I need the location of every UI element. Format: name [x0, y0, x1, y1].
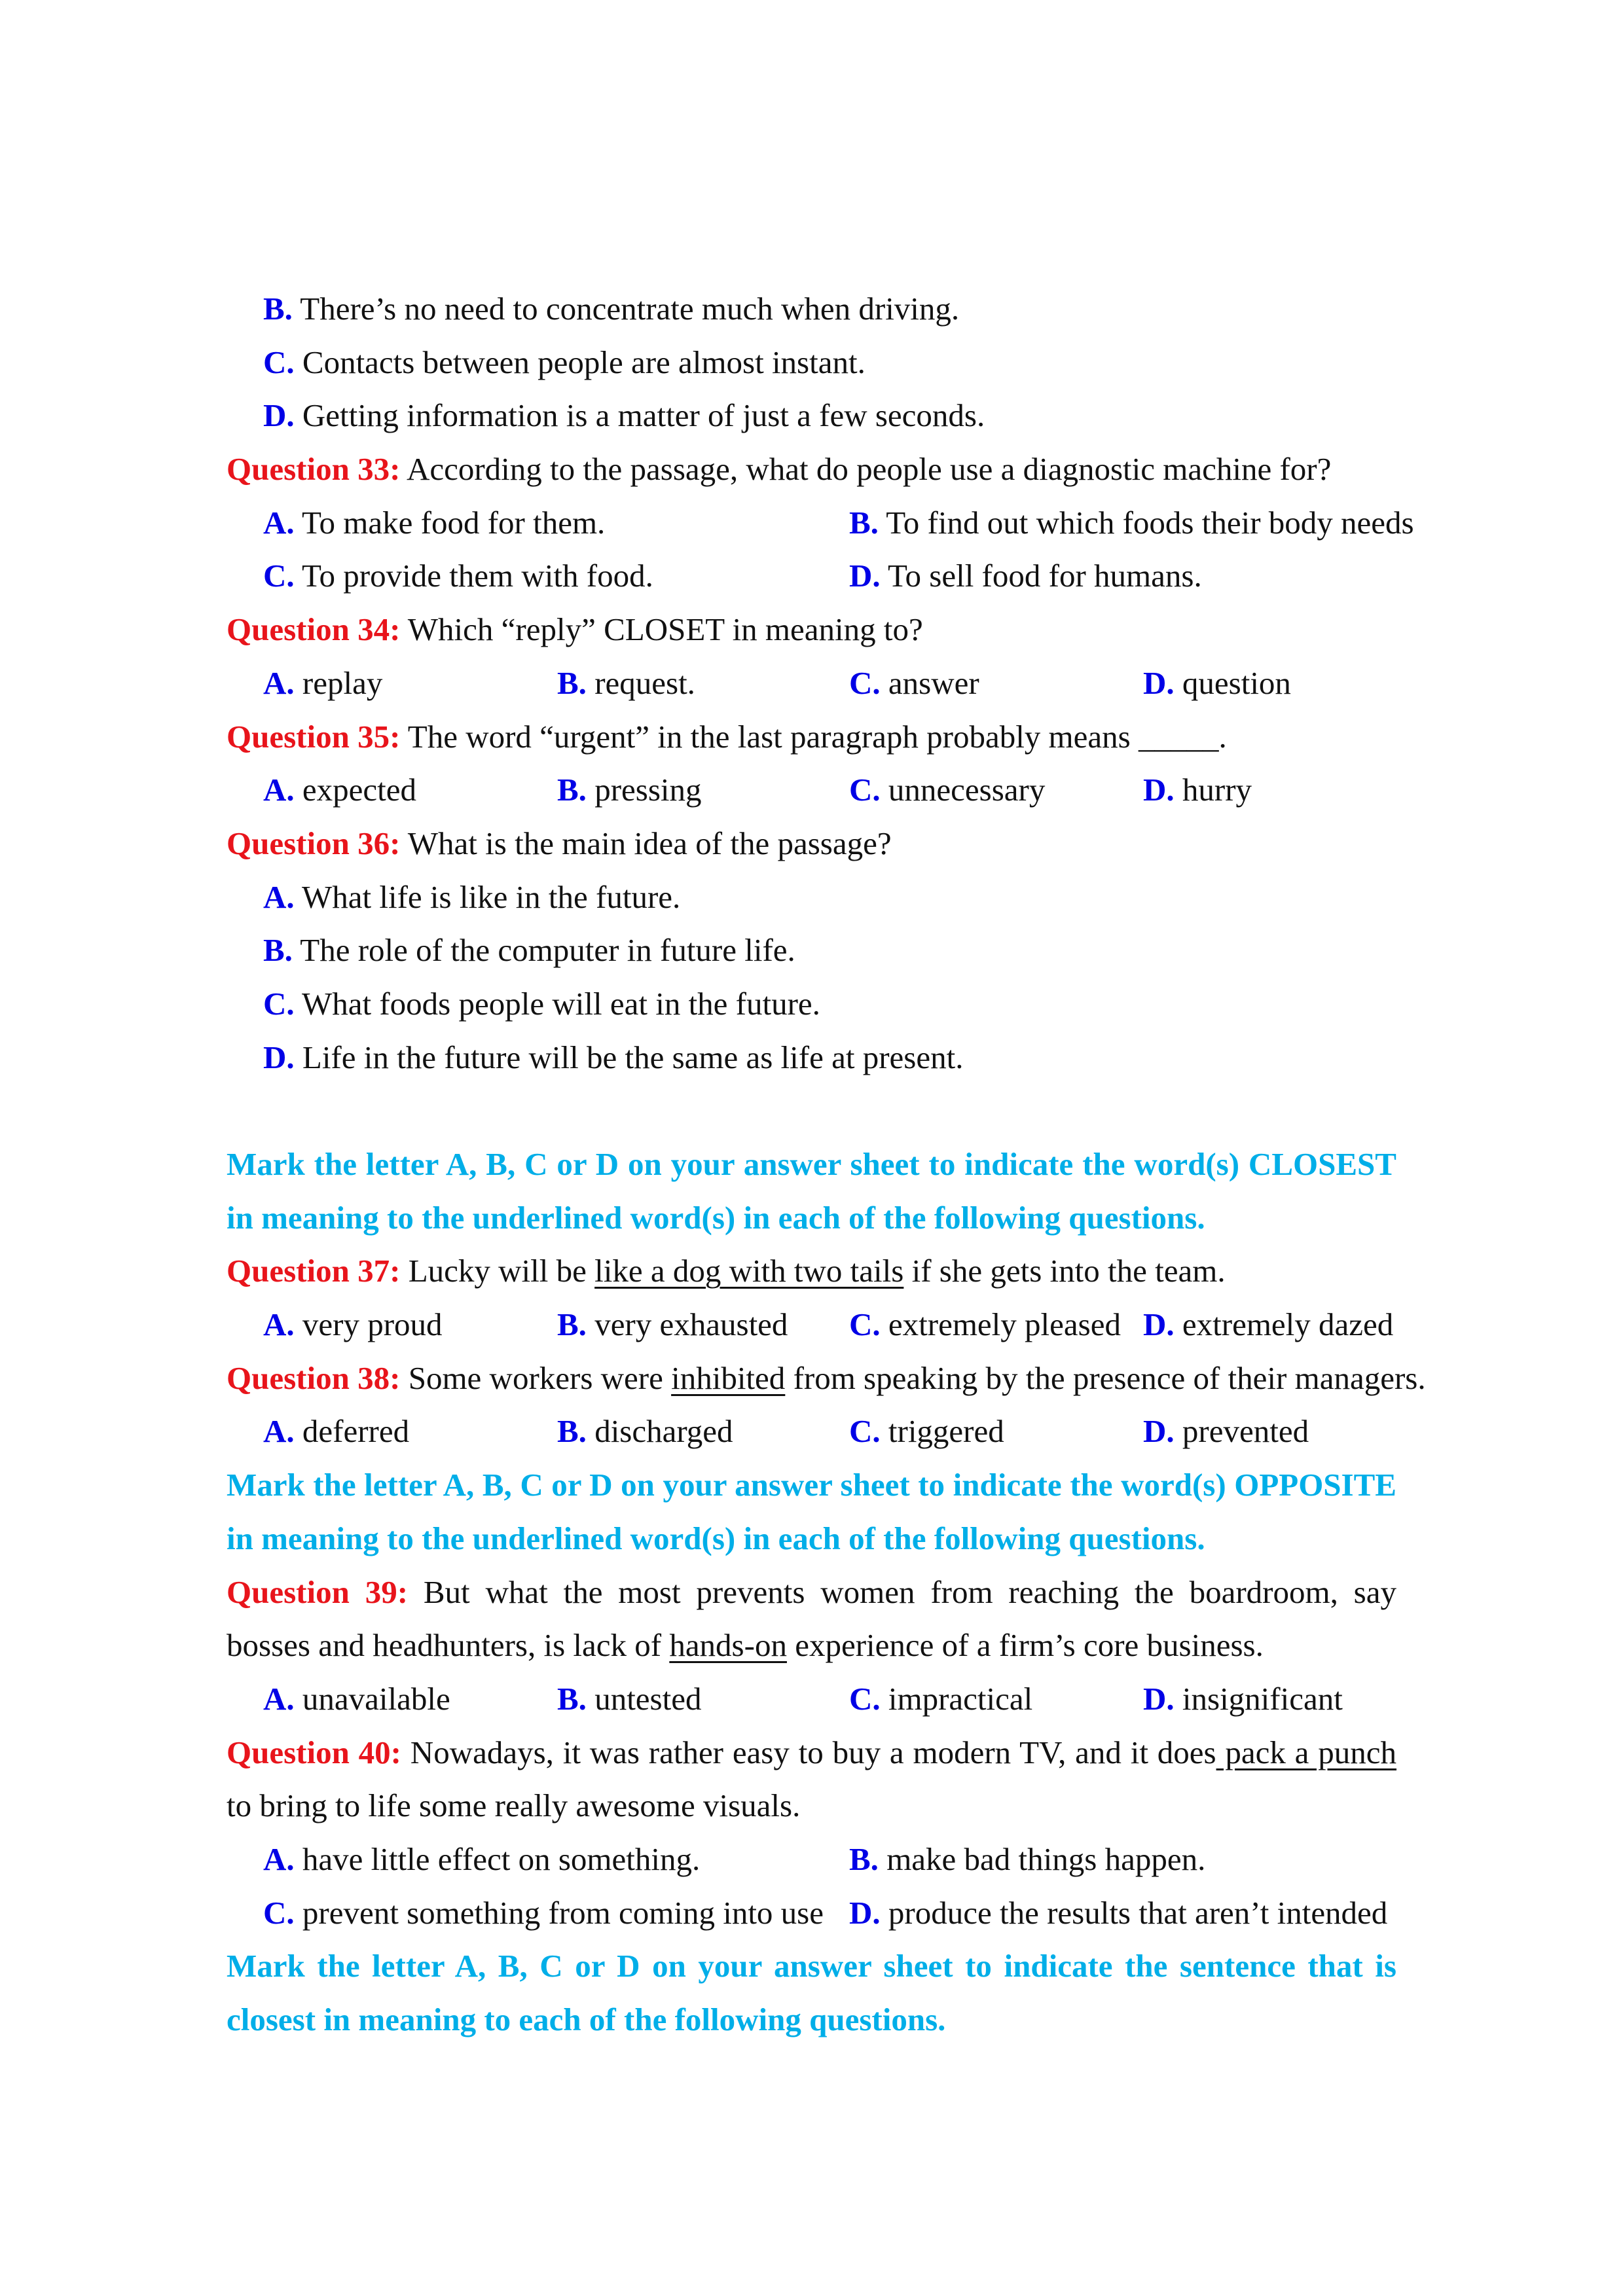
option-d-32[interactable]	[227, 389, 1396, 442]
question-label: Question 39:	[227, 1573, 409, 1610]
question-text: to bring to life some really awesome visuals.	[227, 1787, 801, 1824]
option-a-40[interactable]	[263, 1833, 700, 1886]
option-text: There’s no need to concentrate much when driving.	[292, 291, 960, 327]
question-label: Question 38:	[227, 1359, 401, 1396]
question-34	[227, 603, 1396, 656]
option-c-33[interactable]	[263, 549, 653, 603]
question-text: Some workers were	[400, 1359, 672, 1396]
option-letter: A.	[263, 1413, 295, 1450]
options-row	[227, 1405, 1396, 1458]
instruction-closest: Mark the letter A, B, C or D on your answer sheet to indicate the word(s) CLOSEST in meaning to the underlined word(s) in each of the following questions.	[227, 1146, 1396, 1236]
option-letter: B.	[557, 1306, 587, 1343]
question-text: if she gets into the team.	[903, 1253, 1226, 1289]
option-letter: C.	[849, 1413, 881, 1450]
option-c-36[interactable]	[227, 977, 1396, 1031]
option-a-36[interactable]	[227, 870, 1396, 924]
option-text: To find out which foods their body needs	[878, 504, 1414, 541]
option-text: Contacts between people are almost instant.	[294, 344, 866, 380]
option-text: answer	[880, 664, 979, 701]
option-c-40[interactable]	[263, 1886, 824, 1940]
question-text: from speaking by the presence of their managers.	[785, 1359, 1426, 1396]
option-c-34[interactable]	[849, 656, 979, 710]
option-text: What foods people will eat in the future.	[294, 985, 820, 1022]
option-letter: D.	[263, 397, 295, 434]
question-33	[227, 442, 1396, 496]
instruction-opposite: Mark the letter A, B, C or D on your answer sheet to indicate the word(s) OPPOSITE in meaning to the underlined word(s) in each of the following questions.	[227, 1467, 1396, 1556]
question-label: Question 37:	[227, 1253, 401, 1289]
option-text: very proud	[294, 1306, 443, 1343]
question-40	[227, 1726, 1396, 1833]
question-36	[227, 817, 1396, 870]
option-a-34[interactable]	[263, 656, 382, 710]
question-35	[227, 710, 1396, 764]
option-letter: D.	[849, 558, 881, 594]
options-row	[227, 763, 1396, 817]
option-text: To sell food for humans.	[880, 558, 1202, 594]
option-text: extremely dazed	[1174, 1306, 1394, 1343]
exam-page	[227, 282, 1426, 2047]
option-text: expected	[294, 772, 416, 808]
option-text: replay	[294, 664, 383, 701]
option-letter: B.	[557, 772, 587, 808]
option-letter: B.	[557, 1680, 587, 1717]
option-d-35[interactable]	[1143, 763, 1252, 817]
option-text: question	[1174, 664, 1291, 701]
option-letter: D.	[1143, 1680, 1175, 1717]
option-a-35[interactable]	[263, 763, 416, 817]
option-letter: C.	[849, 772, 881, 808]
option-text: The role of the computer in future life.	[292, 932, 795, 969]
question-text: According to the passage, what do people use a diagnostic machine for?	[400, 451, 1332, 488]
option-letter: D.	[1143, 1413, 1175, 1450]
option-c-32[interactable]	[227, 336, 1396, 389]
option-text: discharged	[586, 1413, 733, 1450]
question-text: Nowadays, it was rather easy to buy a modern TV, and it does	[401, 1734, 1216, 1770]
option-text: unnecessary	[880, 772, 1046, 808]
option-text: produce the results that aren’t intended	[880, 1894, 1388, 1931]
option-c-38[interactable]	[849, 1405, 1004, 1458]
option-d-36[interactable]	[227, 1031, 1396, 1085]
option-letter: B.	[557, 1413, 587, 1450]
question-37	[227, 1244, 1396, 1298]
options-row	[227, 1298, 1396, 1352]
question-text: experience of a firm’s core business.	[786, 1627, 1264, 1664]
option-a-39[interactable]	[263, 1672, 450, 1726]
option-b-36[interactable]	[227, 924, 1396, 977]
option-c-35[interactable]	[849, 763, 1045, 817]
option-letter: B.	[849, 504, 879, 541]
option-d-38[interactable]	[1143, 1405, 1309, 1458]
underlined-phrase: hands-on	[669, 1627, 787, 1664]
option-letter: A.	[263, 1680, 295, 1717]
option-letter: A.	[263, 1306, 295, 1343]
question-text: What is the main idea of the passage?	[400, 825, 892, 861]
option-letter: C.	[263, 1894, 295, 1931]
option-d-34[interactable]	[1143, 656, 1291, 710]
option-text: To make food for them.	[294, 504, 606, 541]
option-text: prevent something from coming into use	[294, 1894, 824, 1931]
option-c-39[interactable]	[849, 1672, 1032, 1726]
underlined-phrase: like a dog with two tails	[594, 1253, 904, 1289]
options-row	[227, 496, 1414, 550]
option-letter: C.	[849, 1306, 881, 1343]
question-text: Lucky will be	[400, 1253, 595, 1289]
option-a-37[interactable]	[263, 1298, 443, 1352]
question-text: But what the most prevents women from reaching the boardroom, say bosses and headhunters, is lack of	[227, 1573, 1396, 1664]
option-b-35[interactable]	[557, 763, 702, 817]
options-row	[227, 1672, 1396, 1726]
option-letter: D.	[1143, 664, 1175, 701]
option-text: very exhausted	[586, 1306, 788, 1343]
question-label: Question 34:	[227, 611, 401, 648]
question-label: Question 40:	[227, 1734, 401, 1770]
option-letter: B.	[263, 932, 293, 969]
option-letter: A.	[263, 664, 295, 701]
option-text: hurry	[1174, 772, 1252, 808]
option-letter: D.	[263, 1039, 295, 1075]
option-letter: A.	[263, 1841, 295, 1878]
option-text: triggered	[880, 1413, 1004, 1450]
option-b-40[interactable]	[849, 1833, 1205, 1886]
option-c-37[interactable]	[849, 1298, 1121, 1352]
option-text: impractical	[880, 1680, 1033, 1717]
question-label: Question 35:	[227, 718, 401, 755]
options-row	[227, 656, 1396, 710]
option-letter: C.	[849, 1680, 881, 1717]
option-letter: B.	[557, 664, 587, 701]
question-label: Question 33:	[227, 451, 401, 488]
spacer	[227, 1084, 1396, 1138]
option-text: unavailable	[294, 1680, 450, 1717]
option-text: To provide them with food.	[294, 558, 653, 594]
instruction-sentence: Mark the letter A, B, C or D on your answer sheet to indicate the sentence that is closest in meaning to each of the following questions.	[227, 1948, 1396, 2038]
option-letter: C.	[849, 664, 881, 701]
option-b-32[interactable]	[227, 282, 1396, 336]
option-text: deferred	[294, 1413, 410, 1450]
option-letter: C.	[263, 558, 295, 594]
option-letter: B.	[849, 1841, 879, 1878]
option-text: have little effect on something.	[294, 1841, 701, 1878]
option-a-33[interactable]	[263, 496, 605, 550]
underlined-phrase: pack a punch	[1216, 1734, 1396, 1770]
option-d-40[interactable]	[849, 1886, 1387, 1940]
option-letter: D.	[849, 1894, 881, 1931]
option-d-33[interactable]	[849, 549, 1202, 603]
option-a-38[interactable]	[263, 1405, 409, 1458]
option-letter: A.	[263, 878, 295, 915]
option-b-38[interactable]	[557, 1405, 733, 1458]
option-letter: A.	[263, 504, 295, 541]
option-letter: B.	[263, 291, 293, 327]
option-letter: C.	[263, 985, 295, 1022]
option-letter: D.	[1143, 1306, 1175, 1343]
option-letter: D.	[1143, 772, 1175, 808]
option-letter: A.	[263, 772, 295, 808]
option-text: pressing	[586, 772, 702, 808]
option-text: untested	[586, 1680, 702, 1717]
option-text: request.	[586, 664, 695, 701]
underlined-phrase: inhibited	[671, 1359, 786, 1396]
option-text: Getting information is a matter of just a few seconds.	[294, 397, 985, 434]
option-text: Life in the future will be the same as life at present.	[294, 1039, 964, 1075]
question-text: Which “reply” CLOSET in meaning to?	[400, 611, 923, 648]
option-d-39[interactable]	[1143, 1672, 1343, 1726]
option-b-37[interactable]	[557, 1298, 788, 1352]
options-row	[227, 1886, 1396, 1940]
question-39	[227, 1566, 1396, 1672]
option-text: insignificant	[1174, 1680, 1343, 1717]
question-text: The word “urgent” in the last paragraph probably means _____.	[400, 718, 1227, 755]
option-text: extremely pleased	[880, 1306, 1121, 1343]
option-b-34[interactable]	[557, 656, 695, 710]
question-38	[227, 1352, 1426, 1405]
option-text: What life is like in the future.	[294, 878, 681, 915]
option-b-39[interactable]	[557, 1672, 701, 1726]
option-letter: C.	[263, 344, 295, 380]
question-label: Question 36:	[227, 825, 401, 861]
option-d-37[interactable]	[1143, 1298, 1393, 1352]
option-text: prevented	[1174, 1413, 1309, 1450]
options-row	[227, 549, 1396, 603]
option-b-33[interactable]	[849, 496, 1414, 550]
option-text: make bad things happen.	[878, 1841, 1206, 1878]
options-row	[227, 1833, 1396, 1886]
